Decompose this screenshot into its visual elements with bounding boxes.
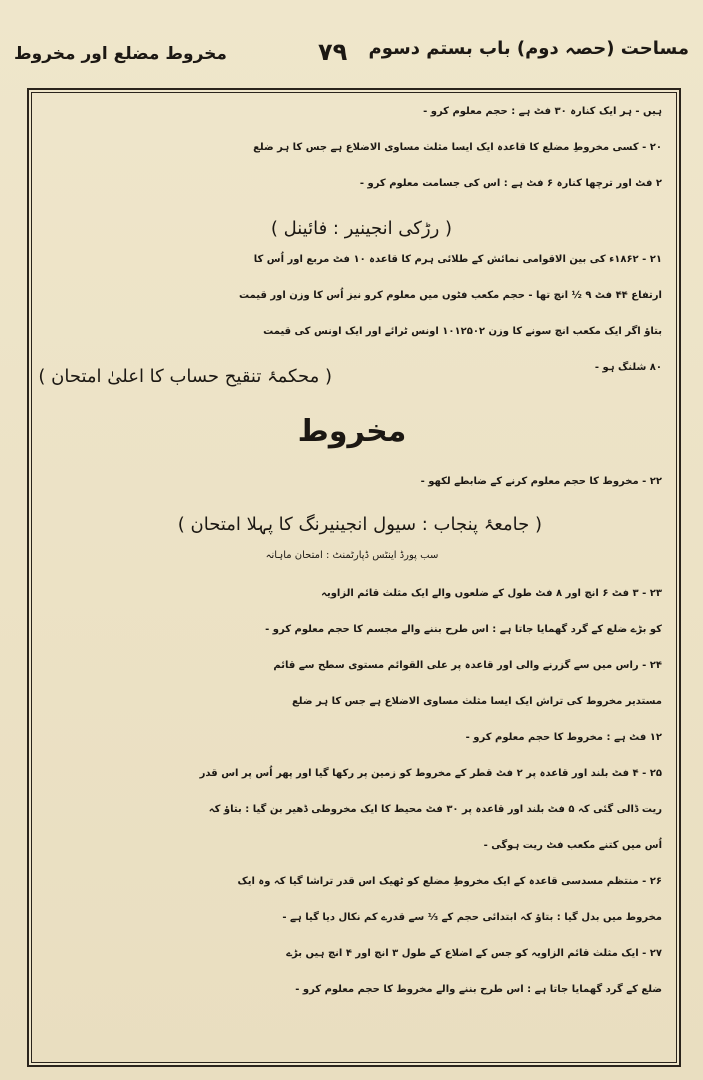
text-line: ۸۰ شلنگ ہو - (594, 362, 662, 373)
text-line: مستدیر مخروط کی تراش ایک ایسا مثلث مساوی الاضلاع ہے جس کا ہر ضلع (291, 696, 662, 707)
exam-note: ( رڑکی انجینیر : فائینل ) (270, 218, 452, 239)
text-line: ہیں - ہر ایک کنارہ ۳۰ فٹ ہے : حجم معلوم کرو - (423, 106, 662, 117)
text-line: ۲۶ - منتظم مسدسی قاعدہ کے ایک مخروطِ مضلع کو ٹھیک اس قدر تراشا گیا کہ وہ ایک (237, 876, 662, 887)
text-line: ریت ڈالی گئی کہ ۵ فٹ بلند اور قاعدہ پر ۳۰ فٹ محیط کا ایک مخروطی ڈھیر بن گیا : بتاؤ کہ (208, 804, 662, 815)
text-line: ۲۳ - ۳ فٹ ۶ انچ اور ۸ فٹ طول کے ضلعوں والے ایک مثلث قائم الزاویہ (321, 588, 662, 599)
exam-note: ( محکمۂ تنقیح حساب کا اعلیٰ امتحان ) (38, 366, 332, 387)
text-line: بتاؤ اگر ایک مکعب انچ سونے کا وزن ۱۰۱۲۵۰۲ اونس ٹرائے اور ایک اونس کی قیمت (263, 326, 662, 337)
text-line: ۲۴ - راس میں سے گزرنے والی اور قاعدہ پر علی القوائم مستوی سطح سے قائم (273, 660, 662, 671)
text-line: ۲ فٹ اور ترچھا کنارہ ۶ فٹ ہے : اس کی جسامت معلوم کرو - (359, 178, 662, 189)
text-line: ضلع کے گرد گھمایا جاتا ہے : اس طرح بننے والے مخروط کا حجم معلوم کرو - (295, 984, 662, 995)
page-number: ۷۹ (318, 38, 348, 66)
text-line: کو بڑے ضلع کے گرد گھمایا جاتا ہے : اس طرح بننے والے مجسم کا حجم معلوم کرو - (265, 624, 662, 635)
header-right-title: مساحت (حصہ دوم) باب بستم دسوم (368, 38, 689, 59)
page-header (0, 0, 703, 80)
exam-note: سب پورڈ اینٹس ڈپارٹمنٹ : امتحان ماہانہ (265, 550, 439, 561)
text-line: ارتفاع ۴۴ فٹ ۹ ½ انچ تھا - حجم مکعب فٹوں میں معلوم کرو نیز اُس کا وزن اور قیمت (238, 290, 662, 301)
text-line: ۲۷ - ایک مثلث قائم الزاویہ کو جس کے اضلاع کے طول ۳ انچ اور ۴ انچ ہیں بڑے (286, 948, 662, 959)
text-line: ۲۰ - کسی مخروطِ مضلع کا قاعدہ ایک ایسا مثلث مساوی الاضلاع ہے جس کا ہر ضلع (253, 142, 662, 153)
text-line: ۲۱ - ۱۸۶۲ء کی بین الاقوامی نمائش کے طلائی ہرم کا قاعدہ ۱۰ فٹ مربع اور اُس کا (253, 254, 662, 265)
text-line: ۲۲ - مخروط کا حجم معلوم کرنے کے ضابطے لکھو - (420, 476, 662, 487)
section-heading: مخروط (297, 414, 407, 449)
text-line: مخروط میں بدل گیا : بتاؤ کہ ابتدائی حجم کے ⅓ سے قدرے کم نکال دیا گیا ہے - (282, 912, 662, 923)
exam-note: ( جامعۂ پنجاب : سیول انجینیرنگ کا پہلا امتحان ) (177, 514, 542, 535)
text-line: ۲۵ - ۴ فٹ بلند اور قاعدہ پر ۲ فٹ قطر کے مخروط کو زمین پر رکھا گیا اور پھر اُس پر اس قدر (199, 768, 662, 779)
text-line: ۱۲ فٹ ہے : مخروط کا حجم معلوم کرو - (465, 732, 662, 743)
header-left-title: مخروط مضلع اور مخروط (14, 44, 227, 64)
text-line: اُس میں کتنے مکعب فٹ ریت ہوگی - (483, 840, 662, 851)
